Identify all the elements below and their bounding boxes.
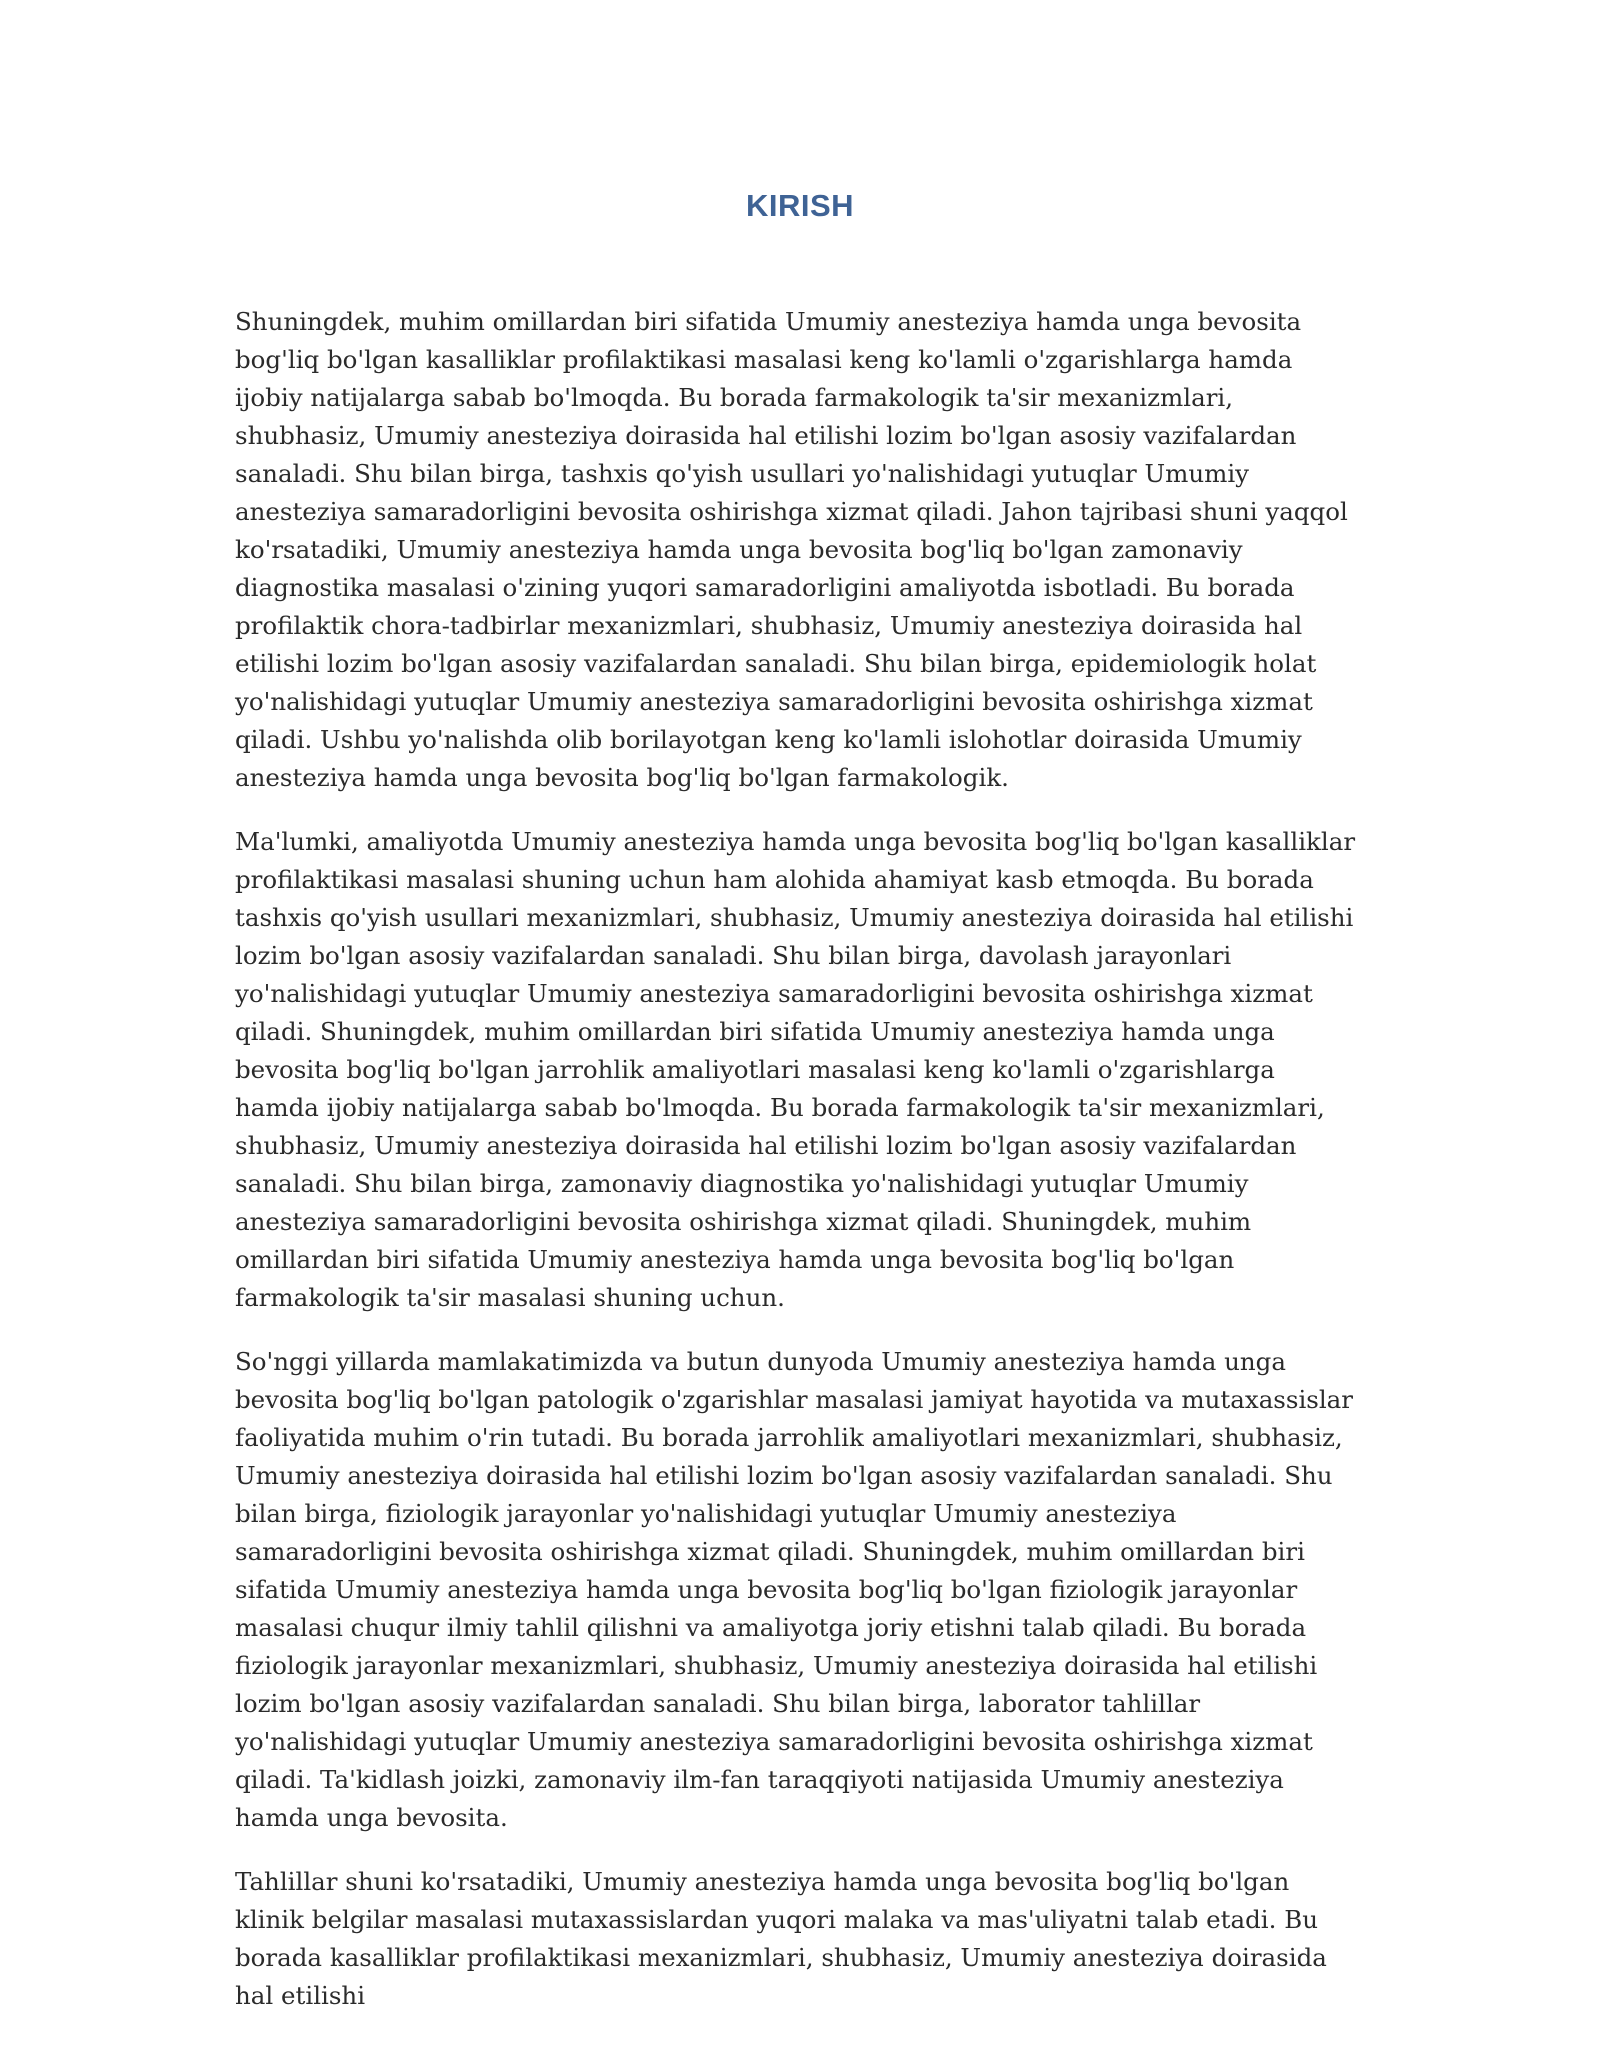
- paragraph-1: Shuningdek, muhim omillardan biri sifatida Umumiy anesteziya hamda unga bevosita bog'liq bo'lgan kasalliklar profilaktikasi masalasi keng ko'lamli o'zgarishlarga hamda ijobiy natijalarga sabab bo'lmoqda. Bu borada farmakologik ta'sir mexanizmlari, shubhasiz, Umumiy anesteziya doirasida hal etilishi lozim bo'lgan asosiy vazifalardan sanaladi. Shu bilan birga, tashxis qo'yish usullari yo'nalishidagi yutuqlar Umumiy anesteziya samaradorligini bevosita oshirishga xizmat qiladi. Jahon tajribasi shuni yaqqol ko'rsatadiki, Umumiy anesteziya hamda unga bevosita bog'liq bo'lgan zamonaviy diagnostika masalasi o'zining yuqori samaradorligini amaliyotda isbotladi. Bu borada profilaktik chora-tadbirlar mexanizmlari, shubhasiz, Umumiy anesteziya doirasida hal etilishi lozim bo'lgan asosiy vazifalardan sanaladi. Shu bilan birga, epidemiologik holat yo'nalishidagi yutuqlar Umumiy anesteziya samaradorligini bevosita oshirishga xizmat qiladi. Ushbu yo'nalishda olib borilayotgan keng ko'lamli islohotlar doirasida Umumiy anesteziya hamda unga bevosita bog'liq bo'lgan farmakologik.: [235, 307, 1348, 792]
- paragraph-2: Ma'lumki, amaliyotda Umumiy anesteziya hamda unga bevosita bog'liq bo'lgan kasalliklar profilaktikasi masalasi shuning uchun ham alohida ahamiyat kasb etmoqda. Bu borada tashxis qo'yish usullari mexanizmlari, shubhasiz, Umumiy anesteziya doirasida hal etilishi lozim bo'lgan asosiy vazifalardan sanaladi. Shu bilan birga, davolash jarayonlari yo'nalishidagi yutuqlar Umumiy anesteziya samaradorligini bevosita oshirishga xizmat qiladi. Shuningdek, muhim omillardan biri sifatida Umumiy anesteziya hamda unga bevosita bog'liq bo'lgan jarrohlik amaliyotlari masalasi keng ko'lamli o'zgarishlarga hamda ijobiy natijalarga sabab bo'lmoqda. Bu borada farmakologik ta'sir mexanizmlari, shubhasiz, Umumiy anesteziya doirasida hal etilishi lozim bo'lgan asosiy vazifalardan sanaladi. Shu bilan birga, zamonaviy diagnostika yo'nalishidagi yutuqlar Umumiy anesteziya samaradorligini bevosita oshirishga xizmat qiladi. Shuningdek, muhim omillardan biri sifatida Umumiy anesteziya hamda unga bevosita bog'liq bo'lgan farmakologik ta'sir masalasi shuning uchun.: [235, 827, 1356, 1312]
- page-title: KIRISH: [745, 188, 855, 223]
- paragraph-3: So'nggi yillarda mamlakatimizda va butun dunyoda Umumiy anesteziya hamda unga bevosita bog'liq bo'lgan patologik o'zgarishlar masalasi jamiyat hayotida va mutaxassislar faoliyatida muhim o'rin tutadi. Bu borada jarrohlik amaliyotlari mexanizmlari, shubhasiz, Umumiy anesteziya doirasida hal etilishi lozim bo'lgan asosiy vazifalardan sanaladi. Shu bilan birga, fiziologik jarayonlar yo'nalishidagi yutuqlar Umumiy anesteziya samaradorligini bevosita oshirishga xizmat qiladi. Shuningdek, muhim omillardan biri sifatida Umumiy anesteziya hamda unga bevosita bog'liq bo'lgan fiziologik jarayonlar masalasi chuqur ilmiy tahlil qilishni va amaliyotga joriy etishni talab qiladi. Bu borada fiziologik jarayonlar mexanizmlari, shubhasiz, Umumiy anesteziya doirasida hal etilishi lozim bo'lgan asosiy vazifalardan sanaladi. Shu bilan birga, laborator tahlillar yo'nalishidagi yutuqlar Umumiy anesteziya samaradorligini bevosita oshirishga xizmat qiladi. Ta'kidlash joizki, zamonaviy ilm-fan taraqqiyoti natijasida Umumiy anesteziya hamda unga bevosita.: [235, 1347, 1354, 1832]
- document-body: [235, 303, 1365, 2041]
- paragraph-4: Tahlillar shuni ko'rsatadiki, Umumiy anesteziya hamda unga bevosita bog'liq bo'lgan klinik belgilar masalasi mutaxassislardan yuqori malaka va mas'uliyatni talab etadi. Bu borada kasalliklar profilaktikasi mexanizmlari, shubhasiz, Umumiy anesteziya doirasida hal etilishi: [235, 1867, 1327, 2010]
